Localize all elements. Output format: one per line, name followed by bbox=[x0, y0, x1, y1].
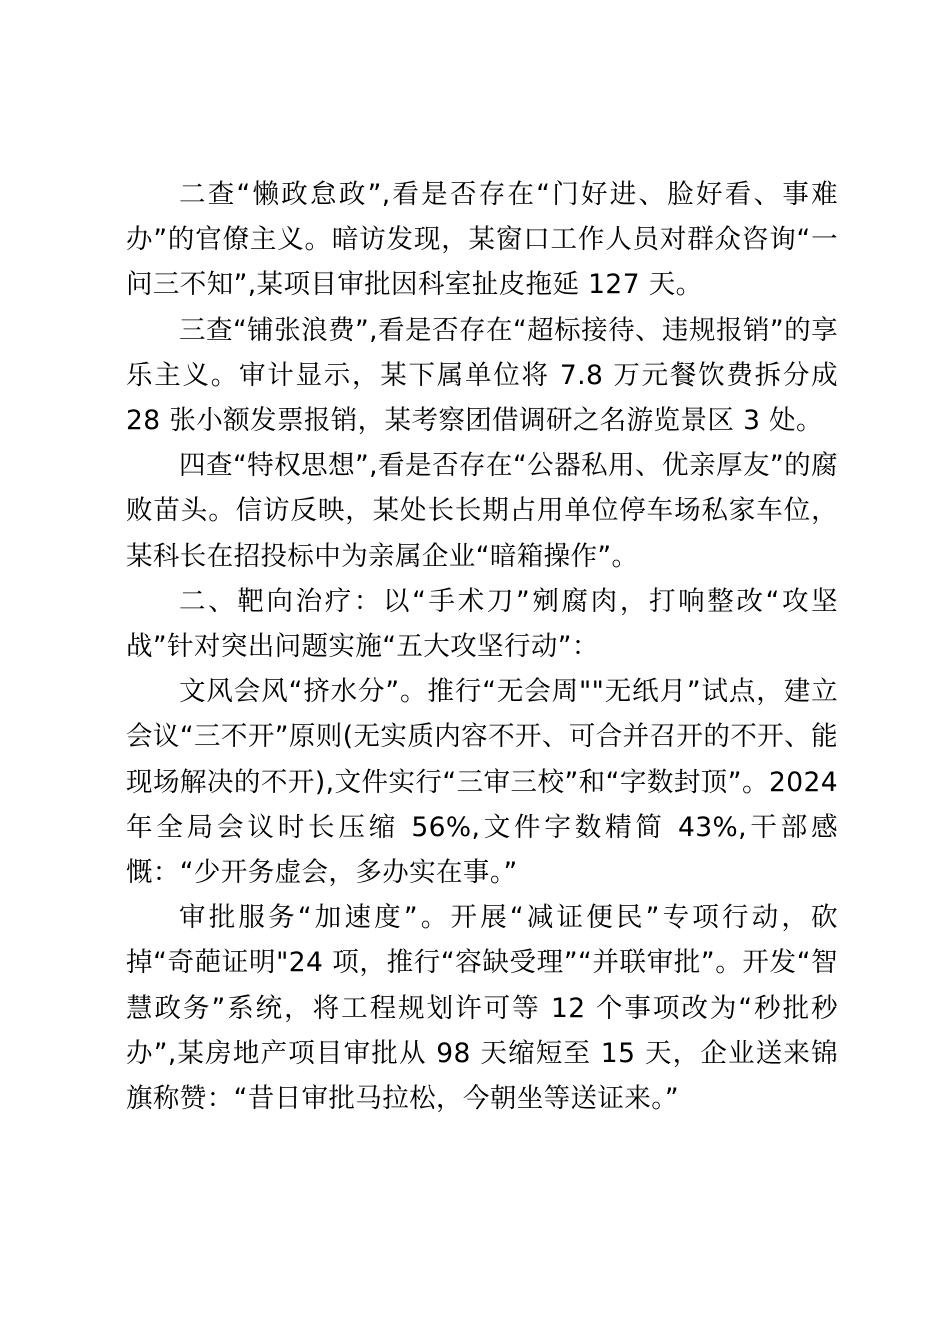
document-body bbox=[126, 172, 838, 1121]
paragraph-extravagance: 三查“铺张浪费”,看是否存在“超标接待、违规报销”的享乐主义。审计显示，某下属单位将 7.8 万元餐饮费拆分成 28 张小额发票报销，某考察团借调研之名游览景区 3 处。 bbox=[126, 314, 838, 437]
paragraph-meeting-style: 文风会风“挤水分”。推行“无会周""无纸月”试点，建立会议“三不开”原则(无实质内容不开、可合并召开的不开、能现场解决的不开),文件实行“三审三校”和“字数封顶”。2024 年全局会议时长压缩 56%,文件字数精简 43%,干部感慨：“少开务虚会，多办实在事。” bbox=[126, 676, 838, 889]
paragraph-lazy-governance: 二查“懒政怠政”,看是否存在“门好进、脸好看、事难办”的官僚主义。暗访发现，某窗口工作人员对群众咨询“一问三不知”,某项目审批因科室扯皮拖延 127 天。 bbox=[126, 179, 838, 301]
paragraph-approval-service: 审批服务“加速度”。开展“减证便民”专项行动，砍掉“奇葩证明"24 项，推行“容缺受理”“并联审批”。开发“智慧政务”系统，将工程规划许可等 12 个事项改为“秒批秒办”,某房地产项目审批从 98 天缩短至 15 天，企业送来锦旗称赞：“昔日审批马拉松，今朝坐等送证来。” bbox=[126, 902, 838, 1115]
section-heading-targeted-treatment: 二、靶向治疗：以“手术刀”剜腐肉，打响整改“攻坚战”针对突出问题实施“五大攻坚行动”： bbox=[126, 585, 838, 663]
paragraph-privilege: 四查“特权思想”,看是否存在“公器私用、优亲厚友”的腐败苗头。信访反映，某处长长期占用单位停车场私家车位，某科长在招投标中为亲属企业“暗箱操作”。 bbox=[126, 450, 838, 572]
